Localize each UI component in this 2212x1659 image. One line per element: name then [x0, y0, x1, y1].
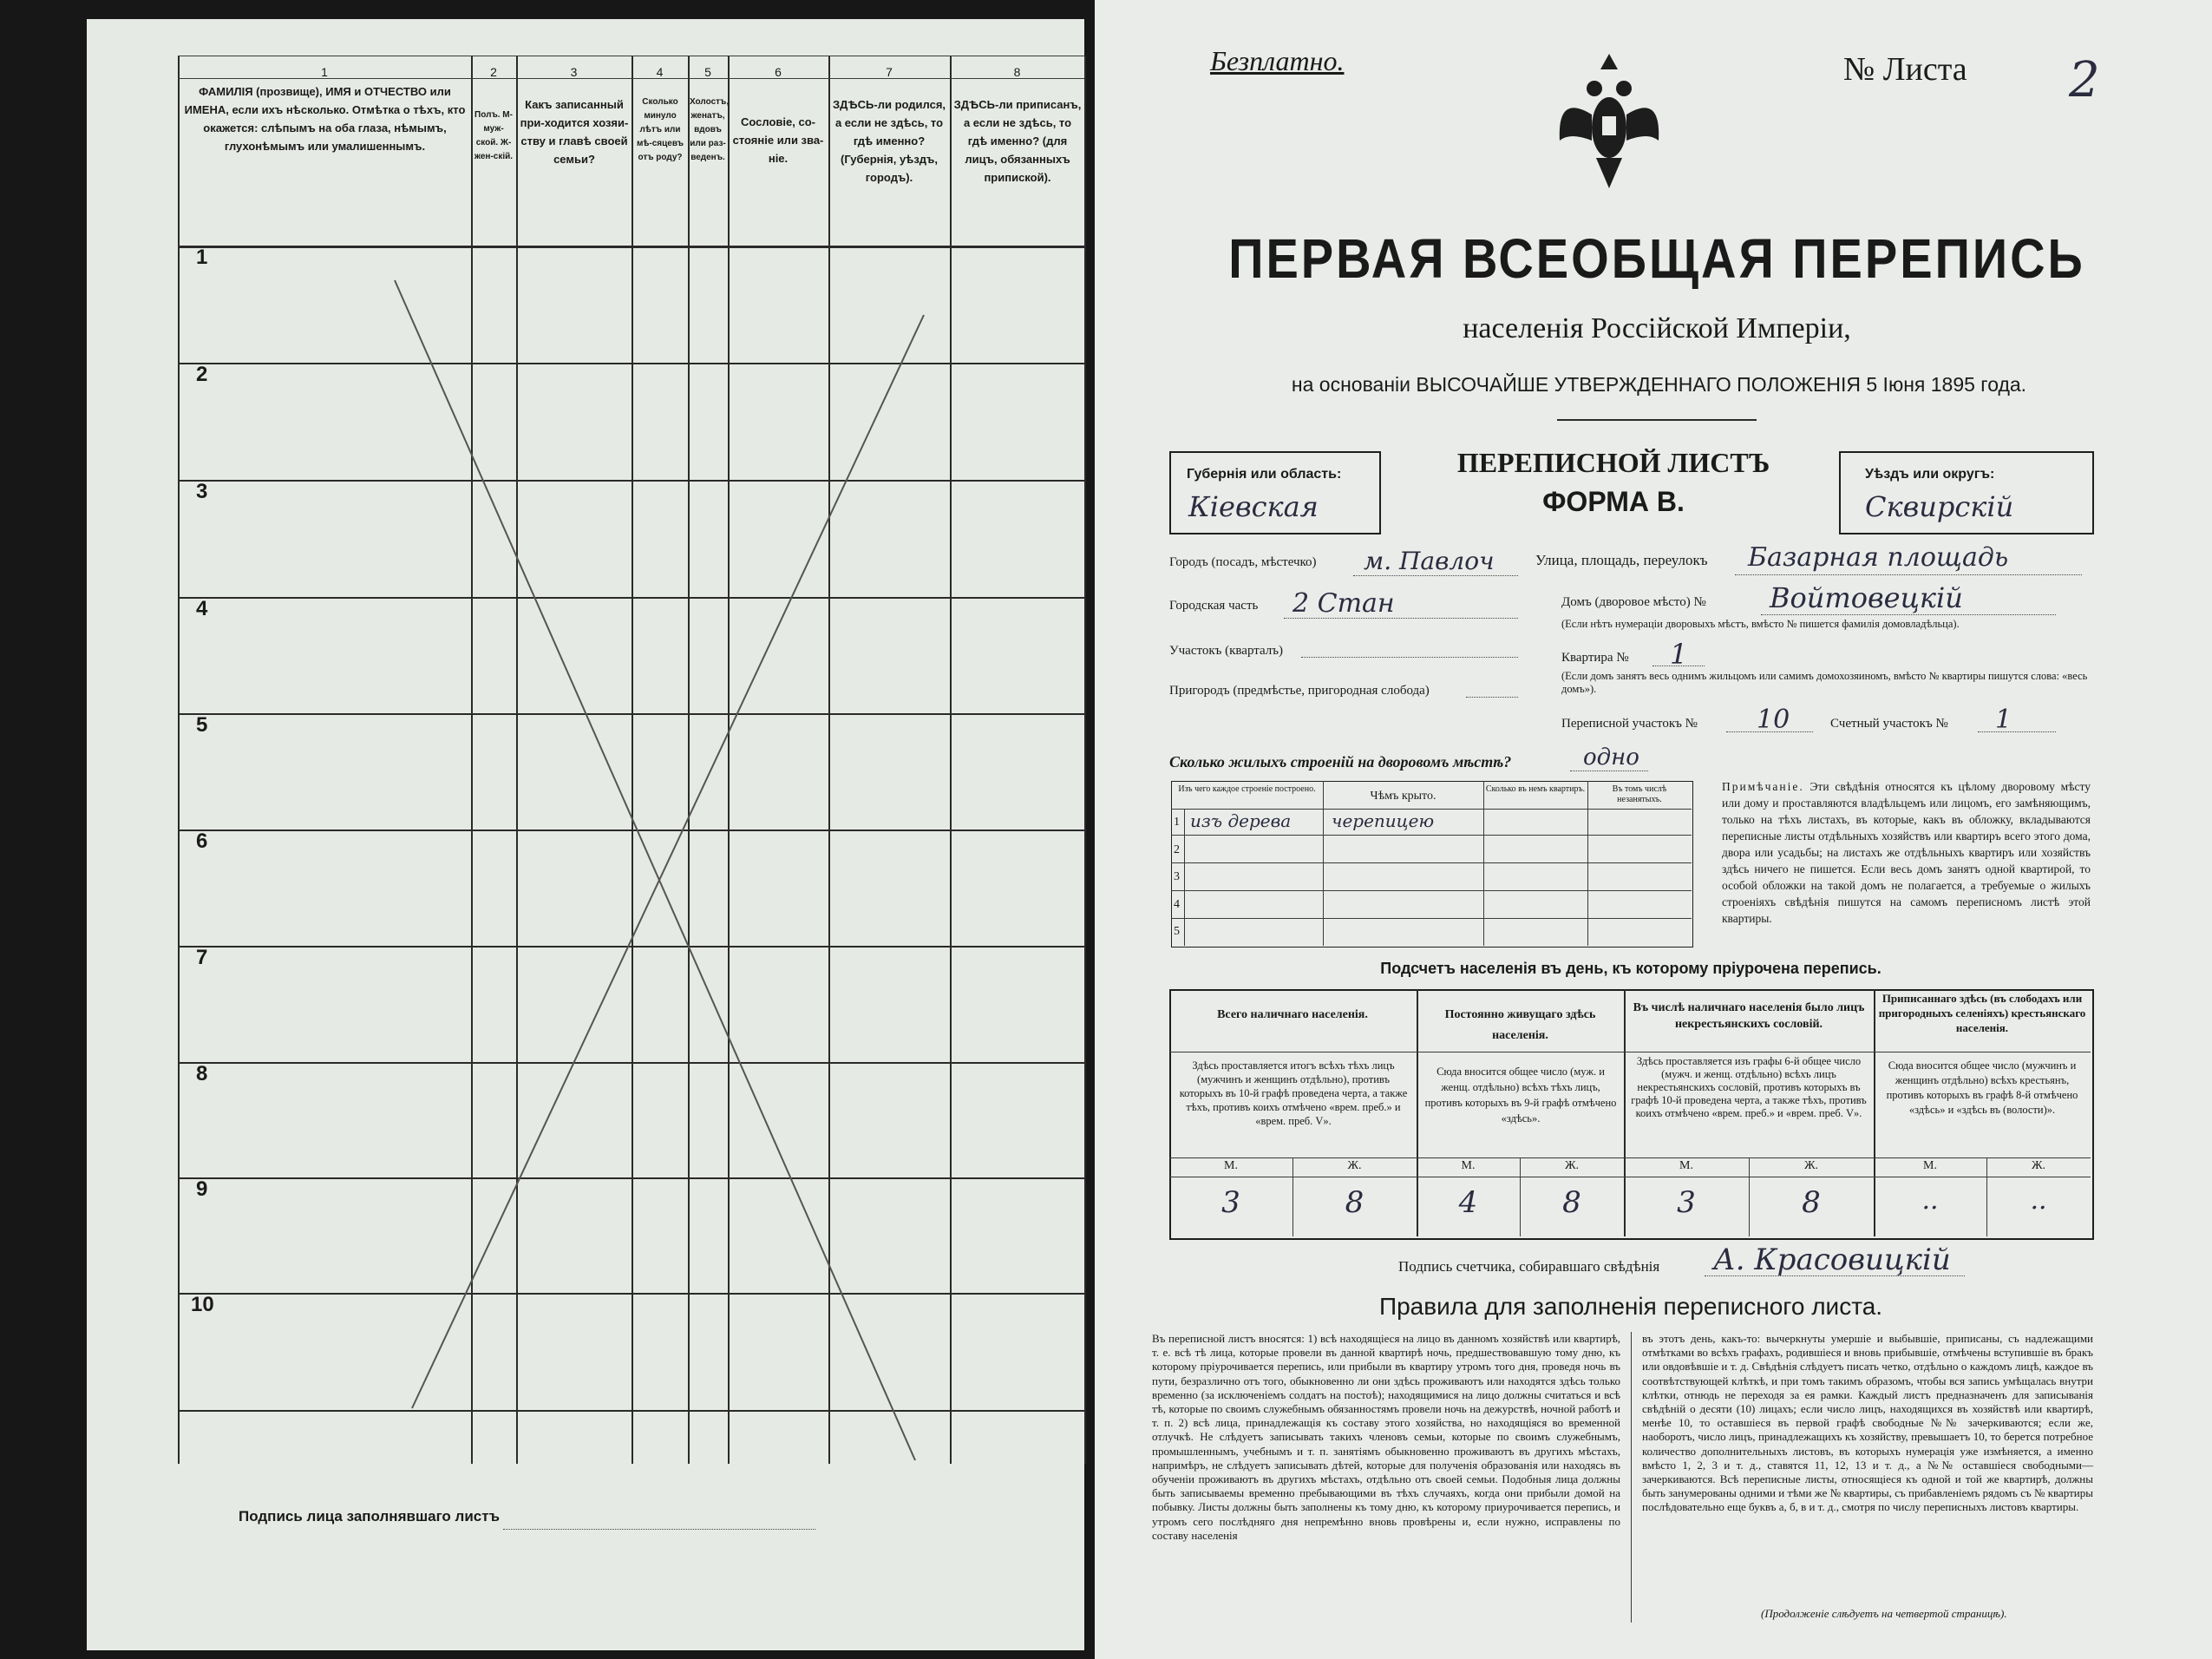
- count-text-permanent: Сюда вносится общее число (муж. и женщ. отдѣльно) всѣхъ тѣхъ лицъ, противъ которыхъ въ 9-й графѣ отмѣчено «здѣсь».: [1424, 1066, 1617, 1125]
- city-part-value: 2 Стан: [1293, 588, 1395, 619]
- street-label: Улица, площадь, переулокъ: [1535, 552, 1708, 568]
- count-head-present: Всего наличнаго населенія.: [1217, 1008, 1368, 1021]
- permanent-female-count: 8: [1562, 1185, 1581, 1220]
- census-district-label: Переписной участокъ №: [1561, 717, 1698, 731]
- enumerator-label: Подпись счетчика, собиравшаго свѣдѣнія: [1398, 1258, 1660, 1275]
- bt-header-roof: Чѣмъ крыто.: [1370, 790, 1436, 803]
- house-note: (Если нѣтъ нумераціи дворовыхъ мѣстъ, вмѣсто № пишется фамилія домовладѣльца).: [1561, 618, 1960, 630]
- col-header-age: Сколько минуло лѣтъ или мѣ-сяцевъ отъ роду?: [636, 97, 684, 162]
- rules-right-column: въ этотъ день, какъ-то: вычеркнуты умершіе и выбывшіе, приписаны, съ надлежащими отмѣтками во всѣхъ графахъ, родившіеся и вновь прибывшіе, отмѣчены вступившіе въ бракъ или овдовѣвшіе и т. д. Свѣдѣнія слѣдуетъ писать четко, отдѣльно о каждомъ лицѣ, каждое въ соотвѣтствующей клѣткѣ, и при томъ такимъ образомъ, чтобы вся запись умѣщалась внутри клѣтки, отнюдь не переходя за ея рамки. Каждый листъ предназначенъ для записыванія свѣдѣній о десяти (10) лицахъ; если число лицъ, находящихся въ хозяйствѣ или квартирѣ, менѣе 10, то оставшіеся въ первой графѣ свободные №№ зачеркиваются; если же, наоборотъ, число лицъ, принадлежащихъ къ хозяйству, превышаетъ 10, то берется потребное количество дополнительныхъ листовъ, въ которыхъ нумерація уже измѣняется, а именно вмѣсто 1, 2, 3 и т. д., ставятся 11, 12, 13 и т. д., а №№ оставшіеся свободными—зачеркиваются. Всѣ переписные листы, относящіеся къ одной и той же квартирѣ, должны быть занумерованы одними и тѣми же № квартиры, съ прибавленіемъ рядомъ съ № квартиры послѣдовательно еще буквъ а, б, в и т. д., смотря по числу переписныхъ листовъ квартиры.: [1642, 1332, 2093, 1514]
- count-text-peasant: Сюда вносится общее число (мужчинъ и женщинъ отдѣльно) всѣхъ крестьянъ, противъ которыхъ въ графѣ 8-й отмѣчено «здѣсь» и «здѣсь въ (волости)».: [1886, 1059, 2078, 1116]
- bt-header-apts: Сколько въ немъ квартиръ.: [1485, 784, 1586, 794]
- rules-title: Правила для заполненія переписного листа.: [1378, 1293, 1883, 1320]
- m-label: М.: [1224, 1159, 1238, 1172]
- bt-row-num: 5: [1174, 925, 1180, 938]
- bt-header-material: Изъ чего каждое строеніе построено.: [1178, 784, 1316, 794]
- street-value: Базарная площадь: [1748, 542, 2009, 573]
- permanent-male-count: 4: [1458, 1185, 1478, 1220]
- row-number-10: 10: [191, 1293, 214, 1316]
- house-value: Войтовецкій: [1770, 581, 1963, 614]
- f-label: Ж.: [1803, 1159, 1819, 1172]
- district-value: Сквирскій: [1865, 490, 2014, 523]
- note-text: Эти свѣдѣнія относятся къ цѣлому дворовому мѣсту или дому и проставляются владѣльцемъ или лицомъ, его замѣняющимъ, только на тѣхъ листахъ, въ которые, какъ въ обложку, вкладываются переписные листы отдѣльныхъ хозяйствъ или квартиръ всего этого дома, двора или усадьбы; на листахъ же отдѣльныхъ квартиръ или хозяйствъ здѣсь ничего не пишется. Если весь домъ занятъ одной квартирой, то особой обложки на такой домъ не полагается, а требуемые о жилыхъ строеніяхъ свѣдѣнія пишутся на самомъ переписномъ листѣ этой квартиры.: [1722, 780, 2091, 925]
- col-header-relation: Какъ записанный при-ходится хозяи-ству и главѣ своей семьи?: [520, 98, 629, 166]
- rules-left-column: Въ переписной листъ вносятся: 1) всѣ находящіеся на лицо въ данномъ хозяйствѣ или квартирѣ, т. е. всѣ тѣ лица, которые провели въ данной квартирѣ ночь, предшествовавшую тому дню, къ которому пріурочивается перепись, или прибыли въ квартиру утромъ того дня, проведя ночь въ пути, безразлично отъ того, обыкновенно ли они здѣсь проживаютъ или находятся здѣсь только временно (за исключеніемъ солдатъ на постоѣ); находящимися на лицо должны считаться и всѣ тѣ, которые по своимъ служебнымъ обязанностямъ провели ночь на дежурствѣ, ночной работѣ и т. п. 2) всѣ лица, принадлежащія къ составу этого хозяйства, но находящіяся во временной отлучкѣ. Не слѣдуетъ записывать такихъ членовъ семьи, которые по своимъ служебнымъ, промышленнымъ, учебнымъ и т. п. занятіямъ обыкновенно проживаютъ въ другихъ мѣстахъ, напримѣръ, не слѣдуетъ записывать дѣтей, которые для полученія образованія или находясь въ обученіи проживаютъ въ другихъ мѣстахъ, отдѣльно отъ своей семьи. Подобныя лица должны быть записываемы временно пребывающими въ тѣхъ случаяхъ, когда они прибыли домой на побывку. Листы должны быть заполнены къ тому дню, къ которому приурочивается перепись, и утромъ сего послѣдняго дня непремѣнно вновь провѣрены и, если нужно, исправлены по составу населенія: [1152, 1332, 1620, 1542]
- basis-line: на основаніи ВЫСОЧАЙШЕ УТВЕРЖДЕННАГО ПОЛОЖЕНІЯ 5 Іюня 1895 года.: [1291, 373, 2027, 396]
- m-label: М.: [1923, 1159, 1937, 1172]
- city-label: Городъ (посадъ, мѣстечко): [1169, 555, 1317, 569]
- count-head-nonpeasant: Въ числѣ наличнаго населенія было лицъ некрестьянскихъ сословій.: [1633, 1001, 1865, 1031]
- apartment-label: Квартира №: [1561, 651, 1629, 665]
- bt-material-value: изъ дерева: [1190, 810, 1292, 831]
- bt-header-vacant: Въ томъ числѣ незанятыхъ.: [1612, 784, 1667, 804]
- bt-roof-value: черепицею: [1332, 810, 1435, 831]
- row-number-5: 5: [196, 713, 208, 737]
- form-subtitle: ФОРМА В.: [1542, 486, 1685, 517]
- sheet-number-label: № Листа: [1843, 51, 1967, 88]
- col-num-7: 7: [886, 65, 893, 79]
- present-female-count: 8: [1345, 1185, 1365, 1220]
- bt-row-num: 2: [1174, 843, 1180, 856]
- bt-row-num: 3: [1174, 870, 1180, 883]
- apartment-note: (Если домъ занятъ весь однимъ жильцомъ или самимъ домохозяиномъ, вмѣсто № квартиры пишутся слова: «весь домъ»).: [1561, 670, 2088, 695]
- present-male-count: 3: [1221, 1185, 1240, 1220]
- f-label: Ж.: [1347, 1159, 1362, 1172]
- free-label: Безплатно.: [1210, 45, 1345, 76]
- buildings-answer: одно: [1583, 744, 1639, 770]
- house-label: Домъ (дворовое мѣсто) №: [1561, 595, 1706, 609]
- continuation-note: (Продолженіе слѣдуетъ на четвертой страницѣ).: [1761, 1607, 2007, 1620]
- col-header-sex: Полъ. М-муж-ской. Ж-жен-скій.: [474, 110, 514, 161]
- province-label: Губернія или область:: [1187, 467, 1342, 482]
- col-header-registered: ЗДѢСЬ-ли приписанъ, а если не здѣсь, то гдѣ именно? (для лицъ, обязанныхъ припиской).: [953, 98, 1082, 184]
- col-num-1: 1: [321, 65, 328, 79]
- bt-row-num: 4: [1174, 898, 1180, 911]
- nonpeasant-male-count: 3: [1677, 1185, 1696, 1220]
- counting-district-value: 1: [1995, 705, 2012, 735]
- row-number-7: 7: [196, 946, 208, 969]
- peasant-female-count: ..: [2030, 1185, 2047, 1216]
- note-title: Примѣчаніе.: [1722, 780, 1804, 793]
- col-header-name: ФАМИЛІЯ (прозвище), ИМЯ и ОТЧЕСТВО или ИМЕНА, если ихъ нѣсколько. Отмѣтка о тѣхъ, кто окажется: слѣпымъ на оба глаза, нѣмымъ, глухонѣмымъ или умалишеннымъ.: [184, 85, 466, 153]
- row-number-6: 6: [196, 830, 208, 853]
- province-value: Кіевская: [1188, 490, 1319, 523]
- counting-district-label: Счетный участокъ №: [1830, 717, 1948, 731]
- col-header-birthplace: ЗДѢСЬ-ли родился, а если не здѣсь, то гдѣ именно? (Губернія, уѣздъ, городъ).: [832, 98, 946, 184]
- m-label: М.: [1679, 1159, 1693, 1172]
- row-number-1: 1: [196, 246, 208, 269]
- district-label: Уѣздъ или округъ:: [1865, 467, 1995, 482]
- form-title: ПЕРЕПИСНОЙ ЛИСТЪ: [1456, 447, 1770, 478]
- row-number-2: 2: [196, 363, 208, 386]
- col-num-3: 3: [570, 65, 578, 79]
- precinct-label: Участокъ (кварталъ): [1169, 644, 1284, 658]
- row-number-3: 3: [196, 480, 208, 503]
- col-num-8: 8: [1013, 65, 1021, 79]
- buildings-question: Сколько жилыхъ строеній на дворовомъ мѣстѣ?: [1169, 753, 1512, 770]
- census-district-value: 10: [1757, 705, 1790, 735]
- buildings-note: [1722, 778, 2091, 927]
- count-head-peasant: Приписаннаго здѣсь (въ слободахъ или пригородныхъ селеніяхъ) крестьянскаго населенія.: [1878, 992, 2086, 1034]
- row-number-9: 9: [196, 1177, 208, 1201]
- f-label: Ж.: [2031, 1159, 2046, 1172]
- cancel-strokes: [178, 246, 1084, 1464]
- main-title: ПЕРВАЯ ВСЕОБЩАЯ ПЕРЕПИСЬ: [1228, 226, 2085, 290]
- signature-line-left: [503, 1529, 815, 1530]
- suburb-label: Пригородъ (предмѣстье, пригородная слобода): [1169, 684, 1430, 698]
- m-label: М.: [1461, 1159, 1476, 1172]
- count-text-present: Здѣсь проставляется итогъ всѣхъ тѣхъ лицъ (мужчинъ и женщинъ отдѣльно), противъ которыхъ въ 10-й графѣ проведена черта, а также тѣхъ, противъ коихъ отмѣчено «врем. преб.» и «врем. преб. V».: [1179, 1059, 1408, 1127]
- city-part-label: Городская часть: [1169, 599, 1259, 613]
- col-header-estate: Сословіе, со-стояніе или зва-ніе.: [732, 115, 824, 165]
- bt-row-num: 1: [1174, 816, 1180, 829]
- row-number-8: 8: [196, 1062, 208, 1085]
- col-num-5: 5: [704, 65, 711, 79]
- signature-label-left: Подпись лица заполнявшаго листъ: [239, 1508, 500, 1525]
- col-num-2: 2: [490, 65, 497, 79]
- col-num-6: 6: [775, 65, 782, 79]
- count-title: Подсчетъ населенія въ день, къ которому пріурочена перепись.: [1380, 960, 1882, 977]
- subtitle: населенія Россійской Имперіи,: [1463, 312, 1851, 344]
- col-num-4: 4: [656, 65, 664, 79]
- enumerator-signature: А. Красовицкій: [1713, 1243, 1951, 1277]
- count-head-permanent: Постоянно живущаго здѣсь населенія.: [1444, 1008, 1596, 1042]
- double-eagle-emblem-icon: [1553, 45, 1666, 201]
- apartment-value: 1: [1670, 638, 1688, 671]
- row-number-4: 4: [196, 597, 208, 620]
- count-text-nonpeasant: Здѣсь проставляется изъ графы 6-й общее число (мужч. и женщ. отдѣльно) всѣхъ лицъ некрестьянскихъ сословій, противъ которыхъ въ графѣ 10-й проведена черта, а также тѣхъ, противъ коихъ отмѣчено «врем. преб.» и «врем. преб. V».: [1631, 1055, 1867, 1119]
- sheet-number-value: 2: [2069, 52, 2100, 108]
- peasant-male-count: ..: [1921, 1185, 1939, 1216]
- f-label: Ж.: [1564, 1159, 1580, 1172]
- nonpeasant-female-count: 8: [1802, 1185, 1821, 1220]
- city-value: м. Павлоч: [1364, 547, 1495, 575]
- col-header-marital: Холостъ, женатъ, вдовъ или раз-веденъ.: [690, 97, 730, 162]
